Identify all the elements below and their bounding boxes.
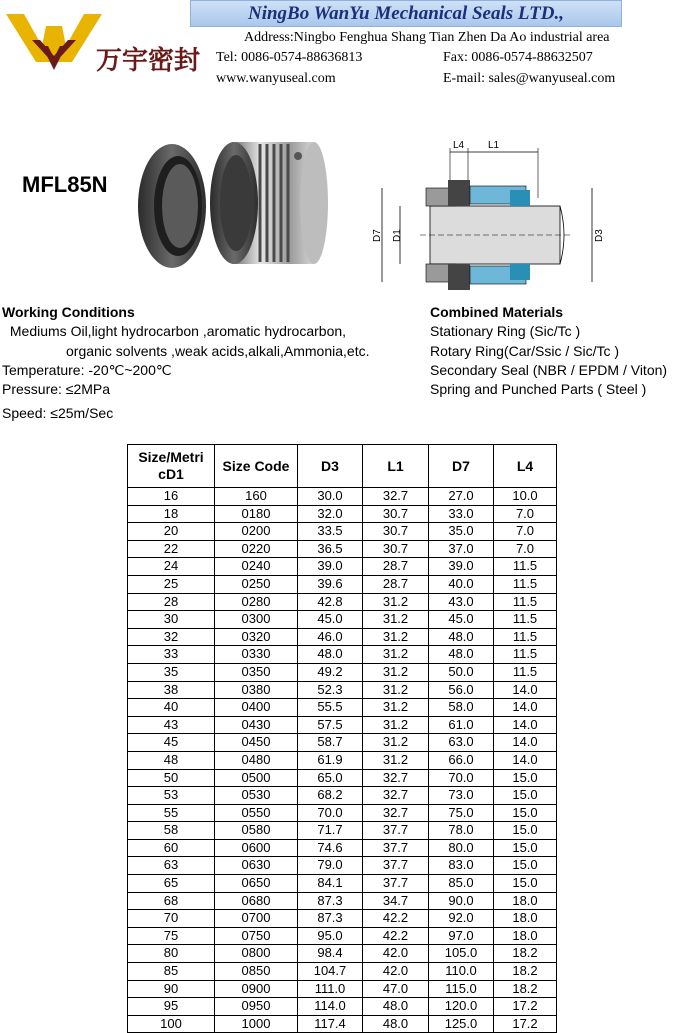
material-secondary-seal: Secondary Seal (NBR / EPDM / Viton) xyxy=(430,362,668,378)
cell-d3: 71.7 xyxy=(298,822,363,840)
cell-l1: 31.2 xyxy=(363,628,429,646)
cell-d3: 42.8 xyxy=(298,593,363,611)
table-row xyxy=(128,558,557,576)
mediums-line-2: organic solvents ,weak acids,alkali,Ammonia,etc. xyxy=(66,343,370,359)
cell-d7: 105.0 xyxy=(429,945,494,963)
cell-size: 18 xyxy=(128,505,215,523)
cell-d3: 45.0 xyxy=(298,611,363,629)
cell-l4: 10.0 xyxy=(494,488,557,506)
cell-size: 32 xyxy=(128,628,215,646)
cell-size-code: 0320 xyxy=(215,628,298,646)
cell-size: 22 xyxy=(128,540,215,558)
cell-d3: 98.4 xyxy=(298,945,363,963)
cell-d7: 58.0 xyxy=(429,699,494,717)
material-rotary-ring: Rotary Ring(Car/Ssic / Sic/Tc ) xyxy=(430,343,620,359)
cell-size-code: 0580 xyxy=(215,822,298,840)
header-size-line-1: Size/Metri xyxy=(138,449,204,465)
cell-size: 30 xyxy=(128,611,215,629)
cell-l1: 32.7 xyxy=(363,769,429,787)
table-row xyxy=(128,998,557,1016)
cell-d7: 125.0 xyxy=(429,1015,494,1033)
cell-l1: 42.0 xyxy=(363,963,429,981)
cell-l4: 11.5 xyxy=(494,558,557,576)
cell-l1: 31.2 xyxy=(363,751,429,769)
cell-size-code: 0850 xyxy=(215,963,298,981)
dim-label-d3: D3 xyxy=(594,229,605,242)
cell-d3: 32.0 xyxy=(298,505,363,523)
cell-size-code: 0600 xyxy=(215,839,298,857)
cell-size-code: 0650 xyxy=(215,875,298,893)
table-row xyxy=(128,681,557,699)
cell-d7: 50.0 xyxy=(429,663,494,681)
cell-d7: 85.0 xyxy=(429,875,494,893)
table-row xyxy=(128,716,557,734)
cell-l1: 30.7 xyxy=(363,523,429,541)
cell-size-code: 0180 xyxy=(215,505,298,523)
table-row xyxy=(128,751,557,769)
cell-d3: 33.5 xyxy=(298,523,363,541)
cell-size-code: 0480 xyxy=(215,751,298,769)
table-row xyxy=(128,734,557,752)
cell-size-code: 0350 xyxy=(215,663,298,681)
cell-l4: 11.5 xyxy=(494,646,557,664)
cell-l1: 32.7 xyxy=(363,787,429,805)
seal-photo-icon xyxy=(130,128,330,278)
cell-d3: 39.0 xyxy=(298,558,363,576)
cell-size-code: 1000 xyxy=(215,1015,298,1033)
cell-l4: 18.0 xyxy=(494,892,557,910)
mediums-line-1: Mediums Oil,light hydrocarbon ,aromatic hydrocarbon, xyxy=(6,323,347,339)
company-logo xyxy=(6,6,201,76)
cell-l4: 15.0 xyxy=(494,839,557,857)
table-row xyxy=(128,804,557,822)
cell-l4: 18.0 xyxy=(494,927,557,945)
cell-size: 85 xyxy=(128,963,215,981)
cell-size: 65 xyxy=(128,875,215,893)
table-row xyxy=(128,646,557,664)
cell-size-code: 0680 xyxy=(215,892,298,910)
cell-l4: 15.0 xyxy=(494,822,557,840)
cell-d3: 87.3 xyxy=(298,910,363,928)
cell-d3: 49.2 xyxy=(298,663,363,681)
cell-l4: 15.0 xyxy=(494,875,557,893)
cell-size: 68 xyxy=(128,892,215,910)
header-size-line-2: cD1 xyxy=(158,466,184,482)
cell-d3: 79.0 xyxy=(298,857,363,875)
cell-size-code: 160 xyxy=(215,488,298,506)
temperature-spec: Temperature: -20℃~200℃ xyxy=(2,362,172,378)
cell-d7: 48.0 xyxy=(429,646,494,664)
cell-size: 58 xyxy=(128,822,215,840)
cell-l1: 37.7 xyxy=(363,822,429,840)
technical-drawing xyxy=(370,138,626,300)
cell-d7: 115.0 xyxy=(429,980,494,998)
cell-l1: 34.7 xyxy=(363,892,429,910)
cell-l1: 32.7 xyxy=(363,488,429,506)
cell-l4: 11.5 xyxy=(494,575,557,593)
cell-d7: 97.0 xyxy=(429,927,494,945)
cell-d3: 46.0 xyxy=(298,628,363,646)
table-row xyxy=(128,769,557,787)
cell-size-code: 0400 xyxy=(215,699,298,717)
cell-l1: 30.7 xyxy=(363,540,429,558)
table-row xyxy=(128,839,557,857)
logo-text: 万宇密封 xyxy=(96,46,201,76)
cell-l1: 30.7 xyxy=(363,505,429,523)
cell-d3: 68.2 xyxy=(298,787,363,805)
dim-label-l1: L1 xyxy=(488,140,500,151)
cell-size-code: 0700 xyxy=(215,910,298,928)
cell-d7: 56.0 xyxy=(429,681,494,699)
cell-l1: 31.2 xyxy=(363,681,429,699)
cell-d7: 110.0 xyxy=(429,963,494,981)
cell-l4: 15.0 xyxy=(494,787,557,805)
cell-d7: 75.0 xyxy=(429,804,494,822)
header-d3: D3 xyxy=(298,445,363,488)
cell-size-code: 0430 xyxy=(215,716,298,734)
cell-d7: 40.0 xyxy=(429,575,494,593)
table-row xyxy=(128,1015,557,1033)
cell-d3: 84.1 xyxy=(298,875,363,893)
cell-l4: 18.0 xyxy=(494,910,557,928)
cell-d3: 95.0 xyxy=(298,927,363,945)
cell-d3: 48.0 xyxy=(298,646,363,664)
cell-l1: 31.2 xyxy=(363,646,429,664)
cell-d7: 90.0 xyxy=(429,892,494,910)
cell-size-code: 0750 xyxy=(215,927,298,945)
cell-d7: 92.0 xyxy=(429,910,494,928)
cell-size: 55 xyxy=(128,804,215,822)
speed-spec: Speed: ≤25m/Sec xyxy=(2,405,114,421)
cell-size: 45 xyxy=(128,734,215,752)
cell-size: 40 xyxy=(128,699,215,717)
cell-size: 28 xyxy=(128,593,215,611)
cell-d7: 45.0 xyxy=(429,611,494,629)
cell-l4: 17.2 xyxy=(494,1015,557,1033)
material-stationary-ring: Stationary Ring (Sic/Tc ) xyxy=(430,323,581,339)
cell-d7: 120.0 xyxy=(429,998,494,1016)
table-row xyxy=(128,488,557,506)
cell-l1: 42.2 xyxy=(363,910,429,928)
cell-d3: 65.0 xyxy=(298,769,363,787)
cell-d7: 27.0 xyxy=(429,488,494,506)
cell-size: 80 xyxy=(128,945,215,963)
cell-size: 60 xyxy=(128,839,215,857)
cell-size: 90 xyxy=(128,980,215,998)
table-row xyxy=(128,663,557,681)
cell-d7: 39.0 xyxy=(429,558,494,576)
cell-l4: 18.2 xyxy=(494,980,557,998)
cell-l4: 14.0 xyxy=(494,681,557,699)
cell-size: 48 xyxy=(128,751,215,769)
cell-size-code: 0280 xyxy=(215,593,298,611)
table-row xyxy=(128,628,557,646)
cell-size: 16 xyxy=(128,488,215,506)
cell-l1: 42.2 xyxy=(363,927,429,945)
cell-l1: 31.2 xyxy=(363,663,429,681)
cell-size-code: 0800 xyxy=(215,945,298,963)
cell-size: 43 xyxy=(128,716,215,734)
cell-size: 50 xyxy=(128,769,215,787)
cell-d3: 61.9 xyxy=(298,751,363,769)
cell-l4: 7.0 xyxy=(494,540,557,558)
company-fax: Fax: 0086-0574-88632507 xyxy=(443,50,593,65)
table-row xyxy=(128,927,557,945)
cell-d3: 30.0 xyxy=(298,488,363,506)
cell-l1: 31.2 xyxy=(363,611,429,629)
cell-l4: 15.0 xyxy=(494,857,557,875)
cell-d7: 61.0 xyxy=(429,716,494,734)
table-row xyxy=(128,910,557,928)
cell-d7: 33.0 xyxy=(429,505,494,523)
cell-size-code: 0530 xyxy=(215,787,298,805)
cell-d7: 80.0 xyxy=(429,839,494,857)
cell-l1: 32.7 xyxy=(363,804,429,822)
cell-d3: 117.4 xyxy=(298,1015,363,1033)
cell-size-code: 0380 xyxy=(215,681,298,699)
combined-materials-title: Combined Materials xyxy=(430,304,564,320)
cell-l4: 7.0 xyxy=(494,505,557,523)
cell-size: 38 xyxy=(128,681,215,699)
cell-size: 63 xyxy=(128,857,215,875)
cell-d3: 74.6 xyxy=(298,839,363,857)
working-conditions-title: Working Conditions xyxy=(2,304,135,320)
cell-size: 53 xyxy=(128,787,215,805)
cell-l4: 14.0 xyxy=(494,699,557,717)
cell-d3: 52.3 xyxy=(298,681,363,699)
table-row xyxy=(128,875,557,893)
cell-l4: 7.0 xyxy=(494,523,557,541)
cell-l1: 48.0 xyxy=(363,1015,429,1033)
company-tel: Tel: 0086-0574-88636813 xyxy=(216,50,363,65)
cell-l1: 28.7 xyxy=(363,558,429,576)
cell-size: 95 xyxy=(128,998,215,1016)
cell-l4: 14.0 xyxy=(494,734,557,752)
dim-label-l4: L4 xyxy=(453,140,465,151)
size-spec-table xyxy=(127,444,557,1033)
cell-size: 100 xyxy=(128,1015,215,1033)
cell-d7: 78.0 xyxy=(429,822,494,840)
company-website: www.wanyuseal.com xyxy=(216,71,336,86)
cell-size-code: 0500 xyxy=(215,769,298,787)
cell-d3: 36.5 xyxy=(298,540,363,558)
cell-d7: 83.0 xyxy=(429,857,494,875)
cell-l4: 11.5 xyxy=(494,611,557,629)
cell-size-code: 0900 xyxy=(215,980,298,998)
cell-size-code: 0630 xyxy=(215,857,298,875)
cell-l1: 31.2 xyxy=(363,699,429,717)
table-row xyxy=(128,699,557,717)
company-address: Address:Ningbo Fenghua Shang Tian Zhen Da Ao industrial area xyxy=(244,30,610,45)
header-l4: L4 xyxy=(494,445,557,488)
table-row xyxy=(128,523,557,541)
cell-d3: 58.7 xyxy=(298,734,363,752)
cell-size: 33 xyxy=(128,646,215,664)
cell-size-code: 0450 xyxy=(215,734,298,752)
cell-l1: 37.7 xyxy=(363,875,429,893)
table-row xyxy=(128,505,557,523)
cell-l1: 31.2 xyxy=(363,716,429,734)
header-d7: D7 xyxy=(429,445,494,488)
cell-size-code: 0220 xyxy=(215,540,298,558)
cell-size-code: 0250 xyxy=(215,575,298,593)
product-model: MFL85N xyxy=(22,172,108,197)
header-size xyxy=(128,445,215,488)
cell-size: 35 xyxy=(128,663,215,681)
cell-size: 24 xyxy=(128,558,215,576)
cell-d7: 70.0 xyxy=(429,769,494,787)
product-photo xyxy=(130,128,330,278)
cell-l1: 42.0 xyxy=(363,945,429,963)
cell-size-code: 0550 xyxy=(215,804,298,822)
cell-size: 25 xyxy=(128,575,215,593)
cell-l4: 11.5 xyxy=(494,593,557,611)
dim-label-d7: D7 xyxy=(372,229,383,242)
cell-d7: 63.0 xyxy=(429,734,494,752)
cell-size-code: 0300 xyxy=(215,611,298,629)
cell-l4: 17.2 xyxy=(494,998,557,1016)
company-email: E-mail: sales@wanyuseal.com xyxy=(443,71,616,86)
cell-l4: 18.2 xyxy=(494,945,557,963)
cell-size-code: 0240 xyxy=(215,558,298,576)
cell-d3: 104.7 xyxy=(298,963,363,981)
cell-d3: 55.5 xyxy=(298,699,363,717)
cell-l1: 48.0 xyxy=(363,998,429,1016)
table-row xyxy=(128,787,557,805)
cell-d7: 73.0 xyxy=(429,787,494,805)
cell-d3: 114.0 xyxy=(298,998,363,1016)
cell-l4: 18.2 xyxy=(494,963,557,981)
table-body xyxy=(128,488,557,1033)
table-row xyxy=(128,980,557,998)
cell-d3: 39.6 xyxy=(298,575,363,593)
cell-l1: 28.7 xyxy=(363,575,429,593)
seal-drawing-icon xyxy=(370,138,626,300)
cell-d7: 66.0 xyxy=(429,751,494,769)
cell-l4: 15.0 xyxy=(494,804,557,822)
table-row xyxy=(128,892,557,910)
cell-l1: 31.2 xyxy=(363,734,429,752)
cell-size: 20 xyxy=(128,523,215,541)
cell-size: 70 xyxy=(128,910,215,928)
material-spring-parts: Spring and Punched Parts ( Steel ) xyxy=(430,381,647,397)
table-row xyxy=(128,857,557,875)
table-header-row xyxy=(128,445,557,488)
company-banner xyxy=(190,0,622,27)
pressure-spec: Pressure: ≤2MPa xyxy=(2,381,111,397)
cell-size-code: 0200 xyxy=(215,523,298,541)
cell-l4: 15.0 xyxy=(494,769,557,787)
cell-l1: 47.0 xyxy=(363,980,429,998)
cell-d7: 43.0 xyxy=(429,593,494,611)
cell-l1: 31.2 xyxy=(363,593,429,611)
company-name: NingBo WanYu Mechanical Seals LTD., xyxy=(247,3,565,24)
cell-size-code: 0950 xyxy=(215,998,298,1016)
cell-l4: 11.5 xyxy=(494,663,557,681)
table-row xyxy=(128,611,557,629)
table-row xyxy=(128,822,557,840)
cell-d7: 48.0 xyxy=(429,628,494,646)
table-row xyxy=(128,945,557,963)
header-l1: L1 xyxy=(363,445,429,488)
dim-label-d1: D1 xyxy=(392,229,403,242)
table-row xyxy=(128,575,557,593)
header-size-code: Size Code xyxy=(215,445,298,488)
cell-d3: 70.0 xyxy=(298,804,363,822)
cell-size-code: 0330 xyxy=(215,646,298,664)
cell-l1: 37.7 xyxy=(363,857,429,875)
cell-d3: 111.0 xyxy=(298,980,363,998)
cell-d7: 37.0 xyxy=(429,540,494,558)
cell-l4: 14.0 xyxy=(494,716,557,734)
cell-l4: 11.5 xyxy=(494,628,557,646)
cell-d7: 35.0 xyxy=(429,523,494,541)
cell-d3: 87.3 xyxy=(298,892,363,910)
cell-d3: 57.5 xyxy=(298,716,363,734)
table-row xyxy=(128,593,557,611)
table-row xyxy=(128,963,557,981)
cell-l4: 14.0 xyxy=(494,751,557,769)
cell-size: 75 xyxy=(128,927,215,945)
table-row xyxy=(128,540,557,558)
cell-l1: 37.7 xyxy=(363,839,429,857)
